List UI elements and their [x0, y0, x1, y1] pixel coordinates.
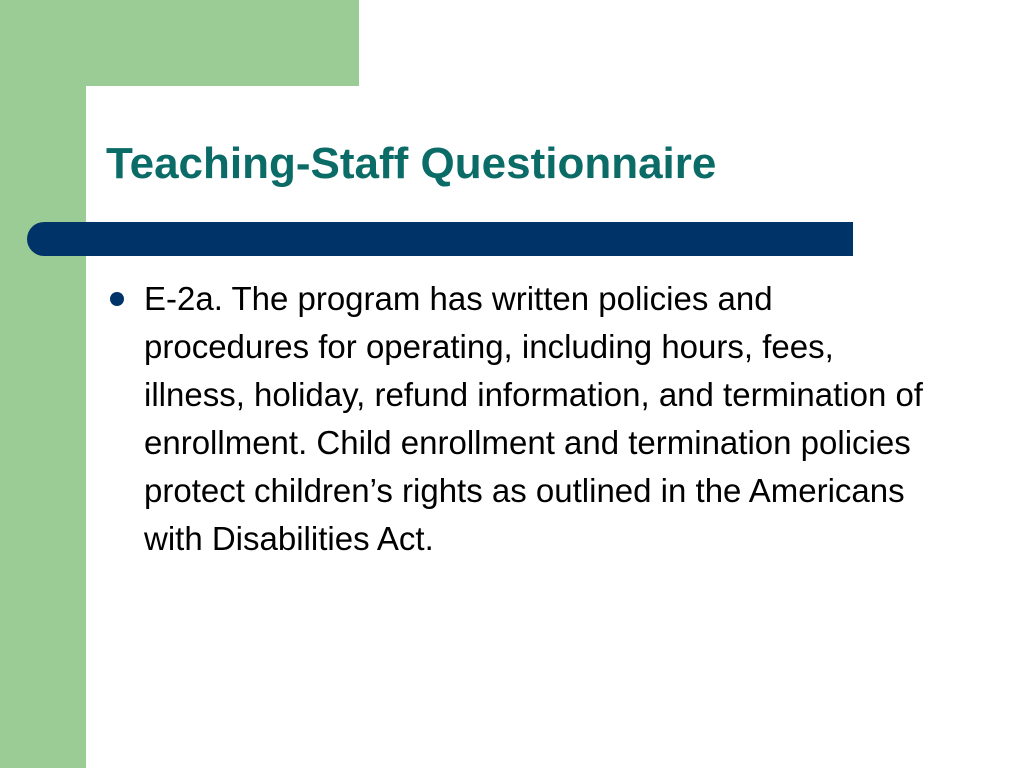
title-divider-bar — [27, 222, 853, 256]
bullet-list — [106, 275, 936, 563]
slide-title: Teaching-Staff Questionnaire — [106, 139, 717, 188]
bullet-item — [106, 275, 936, 563]
green-accent-top-block — [0, 0, 359, 86]
green-accent-left-strip — [0, 0, 86, 768]
bullet-dot-icon — [110, 292, 124, 306]
bullet-text: E-2a. The program has written policies and procedures for operating, including hours, fees, illness, holiday, refund information, and termination of enrollment. Child enrollment and termination policies protect children’s rights as outlined in the Americans with Disabilities Act. — [144, 280, 923, 557]
